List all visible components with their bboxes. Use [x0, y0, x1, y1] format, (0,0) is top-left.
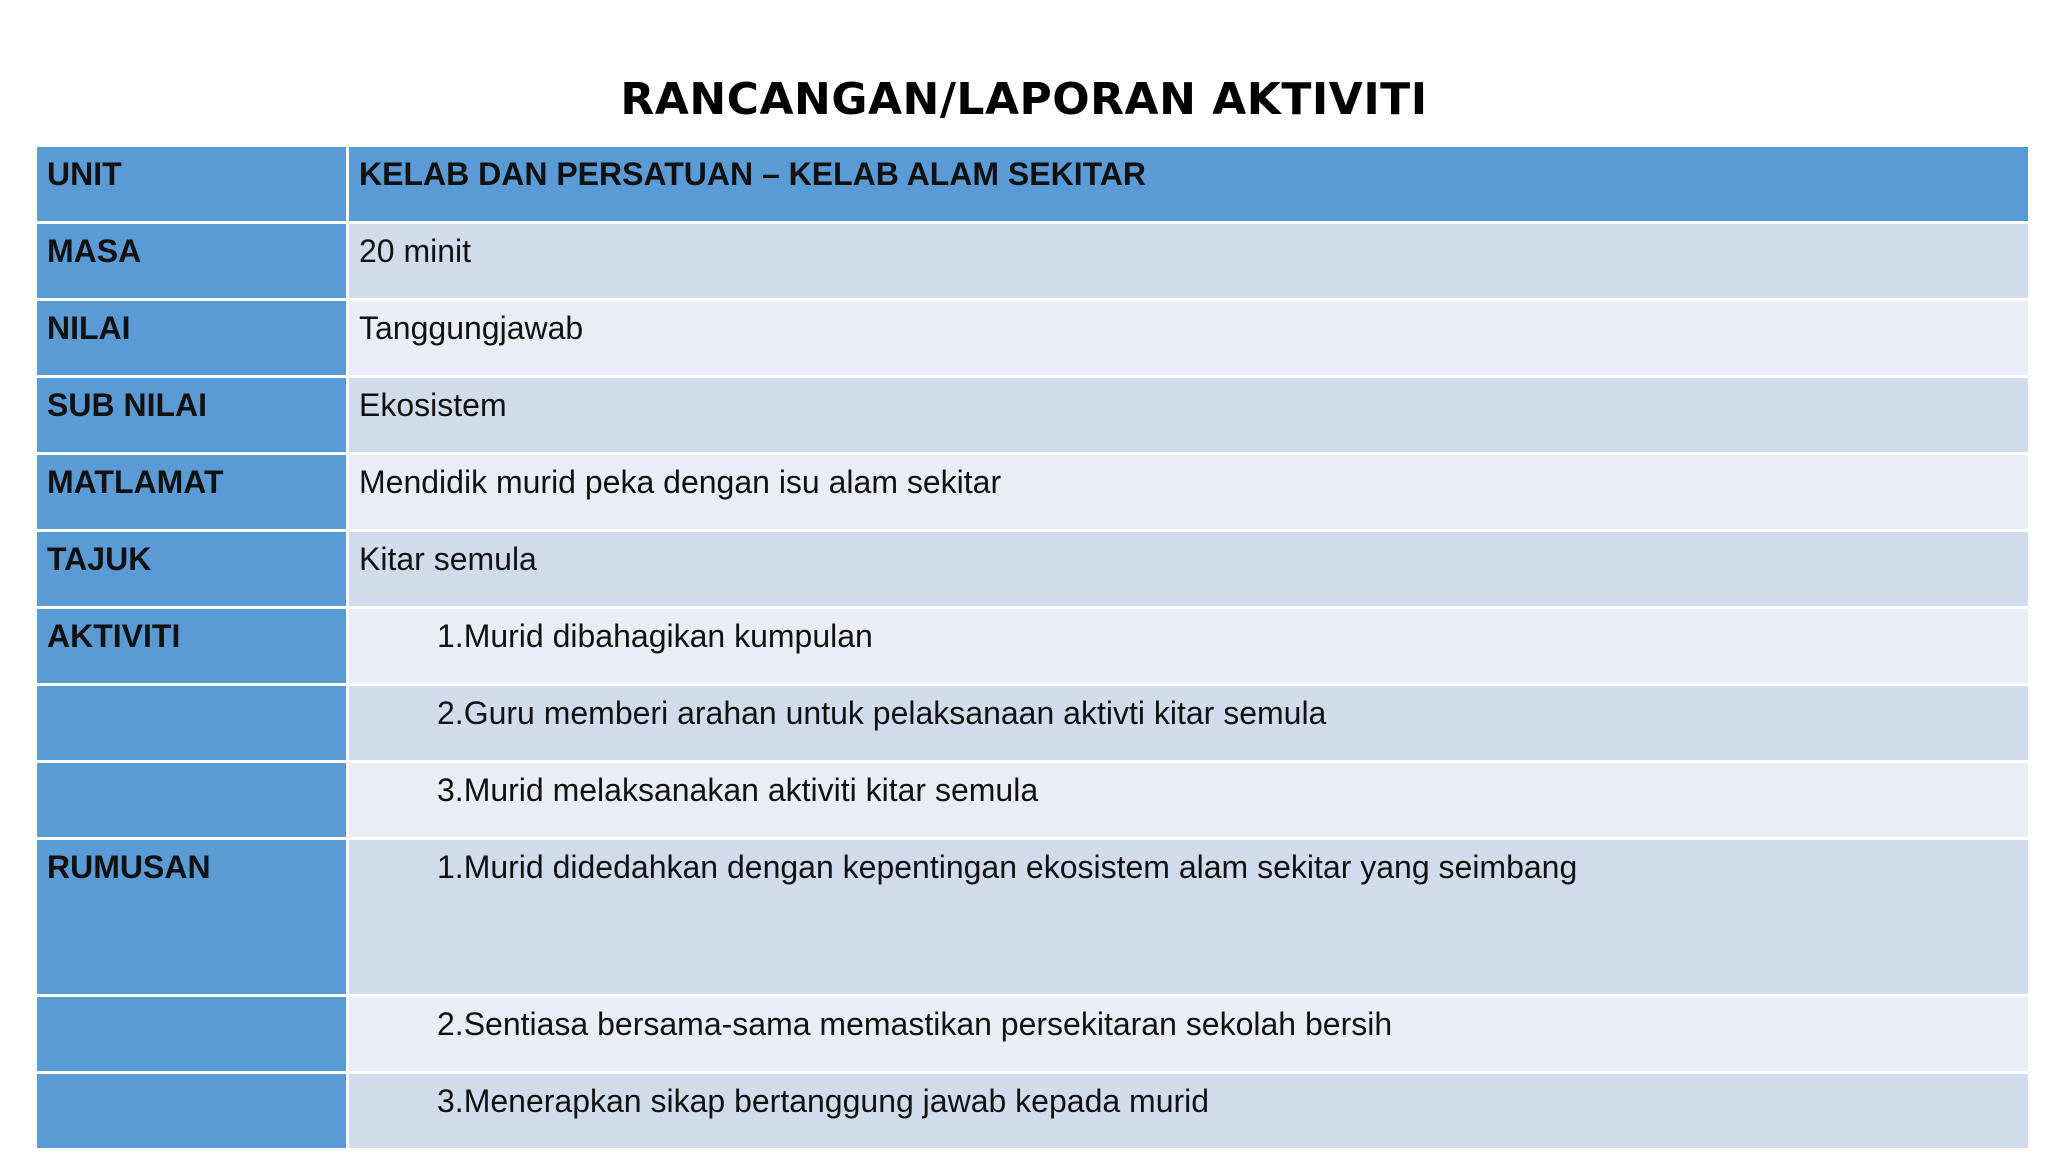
table-row: [36, 685, 2030, 762]
table-row: [36, 839, 2030, 996]
row-label-rumusan: RUMUSAN: [36, 839, 348, 996]
table-row: [36, 762, 2030, 839]
table-row: [36, 454, 2030, 531]
row-label-matlamat: MATLAMAT: [36, 454, 348, 531]
row-value-aktiviti-2: 2.Guru memberi arahan untuk pelaksanaan aktivti kitar semula: [348, 685, 2030, 762]
row-value-matlamat: Mendidik murid peka dengan isu alam sekitar: [348, 454, 2030, 531]
table-row: [36, 996, 2030, 1073]
row-value-aktiviti-1: 1.Murid dibahagikan kumpulan: [348, 608, 2030, 685]
table-row: [36, 1073, 2030, 1150]
row-value-rumusan-1: 1.Murid didedahkan dengan kepentingan ekosistem alam sekitar yang seimbang: [348, 839, 2030, 996]
table-header-row: [36, 146, 2030, 223]
row-label-sub-nilai: SUB NILAI: [36, 377, 348, 454]
header-value-cell: KELAB DAN PERSATUAN – KELAB ALAM SEKITAR: [348, 146, 2030, 223]
row-label-masa: MASA: [36, 223, 348, 300]
row-label-empty: [36, 1073, 348, 1150]
page-title: RANCANGAN/LAPORAN AKTIVITI: [620, 74, 1428, 125]
row-value-masa: 20 minit: [348, 223, 2030, 300]
table-row: [36, 377, 2030, 454]
row-label-empty: [36, 996, 348, 1073]
row-label-empty: [36, 685, 348, 762]
row-value-aktiviti-3: 3.Murid melaksanakan aktiviti kitar semula: [348, 762, 2030, 839]
row-label-empty: [36, 762, 348, 839]
table-row: [36, 300, 2030, 377]
row-value-tajuk: Kitar semula: [348, 531, 2030, 608]
row-value-nilai: Tanggungjawab: [348, 300, 2030, 377]
table-row: [36, 531, 2030, 608]
activity-table: [34, 144, 2031, 1151]
table-row: [36, 223, 2030, 300]
row-label-aktiviti: AKTIVITI: [36, 608, 348, 685]
header-label-cell: UNIT: [36, 146, 348, 223]
row-label-nilai: NILAI: [36, 300, 348, 377]
row-value-sub-nilai: Ekosistem: [348, 377, 2030, 454]
row-value-rumusan-2: 2.Sentiasa bersama-sama memastikan persekitaran sekolah bersih: [348, 996, 2030, 1073]
row-value-rumusan-3: 3.Menerapkan sikap bertanggung jawab kepada murid: [348, 1073, 2030, 1150]
row-label-tajuk: TAJUK: [36, 531, 348, 608]
table-row: [36, 608, 2030, 685]
